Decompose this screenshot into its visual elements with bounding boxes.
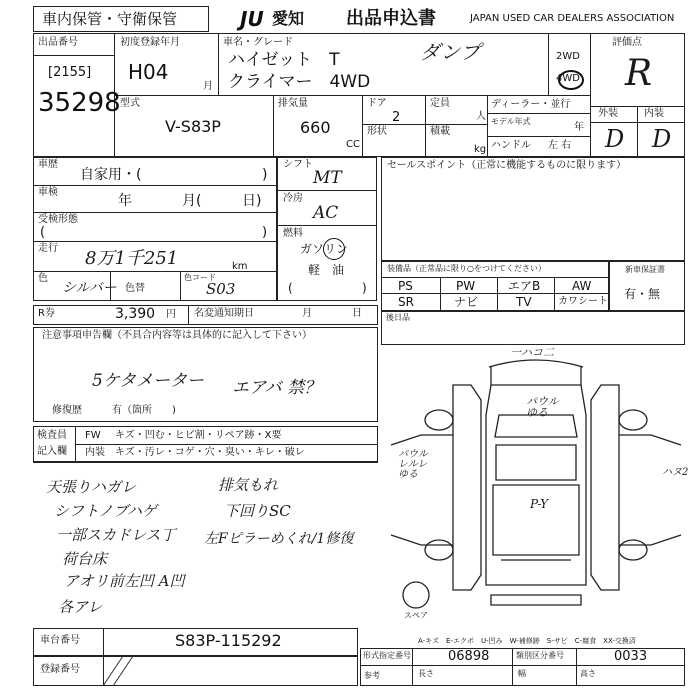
caution-box	[33, 327, 378, 422]
vehicle-label: 車名・グレード	[223, 37, 293, 48]
form-title: 出品申込書	[346, 8, 436, 29]
vehicle-handwritten-note: ダンプ	[420, 40, 481, 64]
load-unit: kg	[474, 144, 487, 155]
fuel-light-oil: 軽 油	[308, 263, 345, 277]
dims-ref-label: 参考	[364, 671, 380, 680]
first-reg-month-unit: 月	[203, 81, 213, 92]
equip-navi: ナビ	[454, 295, 479, 309]
note-6: 各アレ	[58, 598, 103, 616]
capacity-unit: 人	[476, 111, 486, 122]
model-year-label: モデル年式	[491, 117, 531, 126]
exterior-value: D	[605, 125, 625, 153]
capacity-label: 定員	[430, 98, 450, 109]
note-4: 荷台床	[62, 550, 108, 568]
entry-label: 記入欄	[37, 446, 67, 457]
drive-4wd-circle	[558, 70, 584, 90]
handle-label: ハンドル	[491, 140, 531, 151]
dealer-label: ディーラー・並行	[491, 99, 571, 110]
reg-number-label: 登録番号	[40, 664, 80, 675]
spare-label: スペア	[404, 611, 428, 620]
class-number-value: 0033	[614, 649, 648, 664]
diagram-note-side: パウル レルレ ゆる	[398, 449, 428, 480]
model-value: V-S83P	[165, 117, 221, 136]
fw-items: キズ・凹む・ヒビ割・リペア跡・X要	[115, 430, 282, 441]
designation-label: 形式指定番号	[363, 651, 411, 660]
interior-check-label: 内装	[85, 447, 105, 458]
receiving-label: 受検形態	[38, 214, 78, 225]
mileage-unit: km	[232, 261, 248, 272]
note-5: アオリ前左凹 A凹	[64, 572, 185, 590]
displacement-value: 660	[300, 118, 331, 137]
inspection-label: 車検	[38, 187, 58, 198]
listing-label: 出品番号	[38, 37, 78, 48]
doors-label: ドア	[367, 98, 387, 109]
name-notice-label: 名変通知期日	[194, 308, 254, 319]
registration-strike	[103, 656, 358, 686]
association-name: JAPAN USED CAR DEALERS ASSOCIATION	[470, 13, 675, 24]
equip-leather: カワシート	[558, 296, 608, 307]
listing-sub-number: [2155]	[48, 65, 92, 80]
history-label: 車歴	[38, 159, 58, 170]
handle-options: 左 右	[548, 140, 572, 151]
interior-value: D	[652, 125, 672, 153]
equip-aw: AW	[572, 279, 592, 293]
logo-text: 愛知	[272, 9, 305, 28]
model-year-unit: 年	[574, 122, 584, 133]
chassis-label: 車台番号	[40, 635, 80, 646]
note-3: 一部スカドレス丁	[56, 526, 176, 544]
color-code-label: 色コード	[184, 273, 216, 282]
drive-4wd: 4WD	[556, 73, 580, 84]
note-2: シフトノブハゲ	[54, 502, 157, 520]
interior-storage-title: 車内保管・守衛保管	[42, 10, 178, 28]
mileage-label: 走行	[38, 243, 58, 254]
interior-check-items: キズ・汚レ・コゲ・穴・臭い・キレ・破レ	[115, 447, 305, 458]
dims-width-label: 幅	[518, 669, 526, 678]
color-code: S03	[206, 280, 236, 298]
shift-label: シフト	[283, 159, 313, 170]
vehicle-name-line1: ハイゼット T	[228, 50, 340, 70]
model-label: 型式	[120, 98, 140, 109]
ju-logo: JU	[240, 7, 264, 31]
caution-hand-line1: 5ケタメーター	[92, 371, 204, 391]
first-reg-label: 初度登録年月	[120, 37, 180, 48]
caution-hand-line2: エアバ 禁？	[232, 378, 322, 398]
recycle-label: R券	[38, 308, 55, 319]
after-fit-box	[381, 311, 685, 345]
recycle-value: 3,390	[115, 306, 156, 322]
repaint-label: 色替	[125, 283, 145, 294]
mileage-value: 8万1千251	[85, 248, 179, 269]
history-value: 自家用・(	[80, 167, 142, 183]
equipment-label: 装備品（正常品に限り○をつけてください）	[387, 264, 546, 273]
fuel-circle	[323, 238, 345, 260]
equip-sr: SR	[398, 295, 414, 309]
doors-value: 2	[392, 110, 401, 125]
first-reg-value: H04	[128, 60, 169, 84]
shift-value: MT	[313, 168, 342, 188]
damage-legend: A-キズ E-エクボ U-凹み W-補修跡 S-サビ C-腐食 XX-交換済	[418, 637, 636, 645]
dims-height-label: 高さ	[580, 669, 596, 678]
sales-point-label: セールスポイント（正常に機能するものに限ります）	[387, 160, 627, 171]
aircon-label: 冷房	[283, 193, 303, 204]
fw-label: FW	[85, 430, 101, 441]
class-number-label: 類別区分番号	[516, 651, 564, 660]
grade-label: 評価点	[612, 37, 642, 48]
diagram-note-right: ハヌ2	[662, 467, 689, 478]
recycle-unit: 円	[166, 309, 176, 320]
equip-ps: PS	[398, 279, 413, 293]
equip-pw: PW	[456, 279, 476, 293]
aircon-value: AC	[313, 203, 339, 223]
equip-tv: TV	[516, 295, 532, 309]
diagram-note-bed: P-Y	[530, 497, 549, 511]
drive-2wd: 2WD	[556, 51, 580, 62]
warranty-value: 有・無	[624, 287, 661, 301]
interior-label: 内装	[644, 108, 664, 119]
vehicle-name-line2: クライマー 4WD	[228, 72, 371, 92]
chassis-value: S83P-115292	[175, 631, 282, 650]
repair-value: 有（箇所	[112, 405, 152, 416]
after-fit-label: 後日品	[386, 313, 410, 322]
diagram-note-roof: 一ハコ二	[510, 346, 554, 359]
note-right-2: 下回りSC	[224, 502, 291, 520]
inspector-label: 検査員	[37, 430, 67, 441]
dims-length-label: 長さ	[418, 669, 434, 678]
exterior-label: 外装	[598, 108, 618, 119]
warranty-label: 新車保証書	[625, 265, 665, 274]
load-label: 積載	[430, 126, 450, 137]
sales-point-box	[381, 157, 685, 261]
caution-label: 注意事項申告欄（不具合内容等は具体的に記入して下さい）	[42, 330, 312, 341]
displacement-unit: CC	[346, 139, 360, 150]
fuel-gasoline: ガソリン	[300, 242, 349, 256]
listing-number: 35298	[38, 88, 121, 118]
repair-label: 修復歴	[52, 405, 82, 416]
equip-airbag: エアB	[508, 279, 541, 293]
color-value: シルバー	[62, 280, 117, 296]
fuel-label: 燃料	[283, 228, 303, 239]
note-right-1: 排気もれ	[218, 476, 279, 494]
shape-label: 形状	[367, 126, 387, 137]
displacement-label: 排気量	[278, 98, 308, 109]
designation-value: 06898	[448, 649, 490, 664]
grade-value: R	[625, 53, 653, 94]
car-damage-diagram	[381, 345, 691, 630]
storage-box	[33, 6, 209, 32]
note-right-3: 左Fピラーめくれ/1修復	[204, 531, 354, 547]
color-label: 色	[38, 273, 48, 284]
note-1: 天張りハガレ	[46, 478, 137, 496]
diagram-note-hood: パウル ゆる	[526, 395, 559, 419]
